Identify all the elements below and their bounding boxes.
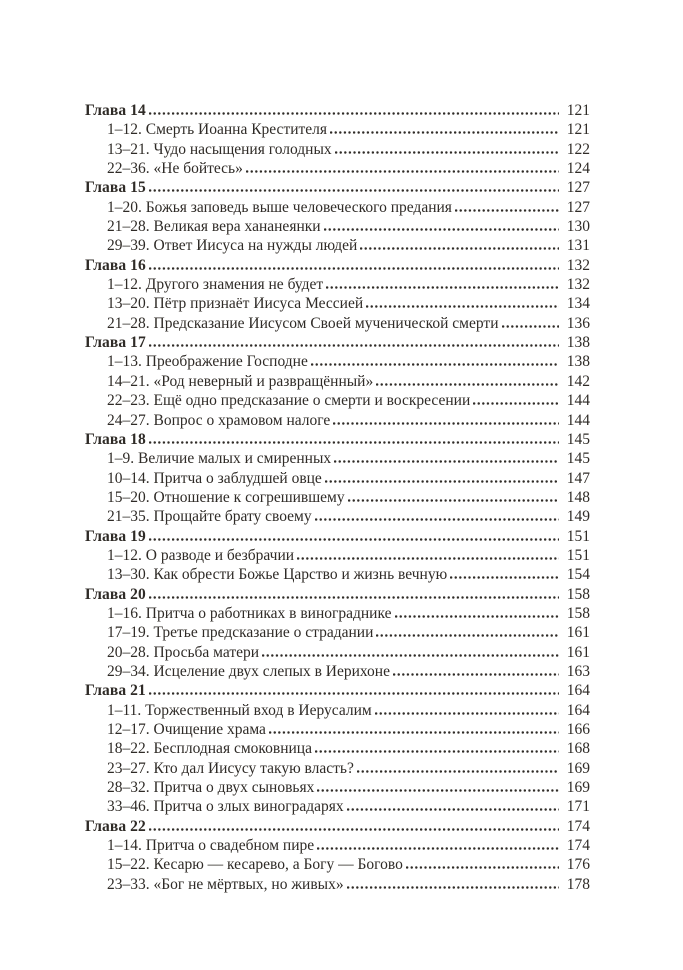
toc-item-page-number: 144 [566, 392, 590, 410]
dot-leader [375, 712, 559, 715]
toc-item-title: 29–39. Ответ Иисуса на нужды людей [107, 237, 358, 255]
dot-leader [317, 847, 559, 850]
dot-leader [395, 615, 559, 618]
dot-leader [315, 750, 559, 753]
toc-item-page-number: 178 [566, 875, 590, 893]
dot-leader [269, 731, 559, 734]
toc-item-row [85, 778, 590, 797]
toc-item-row [85, 720, 590, 739]
toc-chapter-page-number: 138 [566, 334, 590, 352]
toc-item-title: 21–35. Прощайте брату своему [107, 508, 312, 526]
toc-chapter-page-number: 151 [566, 527, 590, 545]
dot-leader [393, 673, 559, 676]
toc-item-row [85, 875, 590, 894]
toc-item-title: 13–30. Как обрести Божье Царство и жизнь вечную [107, 566, 448, 584]
toc-item-title: 1–12. О разводе и безбрачии [107, 546, 295, 564]
toc-item-page-number: 161 [566, 624, 590, 642]
toc-item-row [85, 739, 590, 758]
toc-item-page-number: 161 [566, 643, 590, 661]
toc-item-page-number: 158 [566, 604, 590, 622]
toc-item-page-number: 136 [566, 314, 590, 332]
toc-item-title: 17–19. Третье предсказание о страдании [107, 624, 374, 642]
toc-chapter-page-number: 164 [566, 682, 590, 700]
toc-item-row [85, 449, 590, 468]
toc-item-row [85, 855, 590, 874]
toc-chapter-page-number: 158 [566, 585, 590, 603]
toc-item-title: 23–27. Кто дал Иисусу такую власть? [107, 759, 354, 777]
toc-item-title: 23–33. «Бог не мёртвых, но живых» [107, 875, 344, 893]
toc-item-row [85, 411, 590, 430]
toc-item-title: 22–23. Ещё одно предсказание о смерти и воскресении [107, 392, 471, 410]
dot-leader [330, 131, 559, 134]
toc-item-page-number: 121 [566, 121, 590, 139]
toc-item-title: 28–32. Притча о двух сыновьях [107, 779, 315, 797]
toc-chapter-title: Глава 14 [85, 102, 146, 119]
toc-item-title: 13–20. Пётр признаёт Иисуса Мессией [107, 295, 364, 313]
toc-item-page-number: 122 [566, 140, 590, 158]
dot-leader [149, 189, 559, 192]
dot-leader [297, 557, 559, 560]
toc-item-row [85, 294, 590, 313]
toc-item-row [85, 643, 590, 662]
toc-item-title: 1–12. Смерть Иоанна Крестителя [107, 121, 328, 139]
toc-item-row [85, 236, 590, 255]
toc-item-title: 15–22. Кесарю — кесарево, а Богу — Богово [107, 856, 403, 874]
toc-item-title: 18–22. Бесплодная смоковница [107, 740, 312, 758]
dot-leader [262, 654, 559, 657]
dot-leader [502, 325, 560, 328]
dot-leader [360, 247, 559, 250]
toc-item-row [85, 701, 590, 720]
dot-leader [376, 383, 559, 386]
toc-item-row [85, 836, 590, 855]
toc-item-title: 13–21. Чудо насыщения голодных [107, 140, 332, 158]
dot-leader [149, 828, 559, 831]
toc-item-row [85, 391, 590, 410]
dot-leader [376, 634, 559, 637]
toc-item-row [85, 488, 590, 507]
toc-item-title: 29–34. Исцеление двух слепых в Иерихоне [107, 662, 390, 680]
toc-chapter-row [85, 256, 590, 275]
toc-item-title: 1–14. Притча о свадебном пире [107, 837, 315, 855]
toc-chapter-row [85, 101, 590, 120]
toc-chapter-title: Глава 18 [85, 430, 146, 448]
toc-item-title: 1–9. Величие малых и смиренных [107, 450, 332, 468]
toc-item-row [85, 662, 590, 681]
dot-leader [246, 170, 559, 173]
toc-item-page-number: 176 [566, 856, 590, 874]
dot-leader [455, 209, 559, 212]
toc-item-title: 1–11. Торжественный вход в Иерусалим [107, 701, 372, 719]
toc-item-page-number: 171 [566, 798, 590, 816]
toc-item-page-number: 130 [566, 218, 590, 236]
dot-leader [333, 422, 559, 425]
toc-item-row [85, 623, 590, 642]
dot-leader [315, 518, 559, 521]
toc-chapter-row [85, 430, 590, 449]
toc-item-title: 24–27. Вопрос о храмовом налоге [107, 411, 331, 429]
toc-item-row [85, 314, 590, 333]
toc-item-row [85, 565, 590, 584]
dot-leader [311, 363, 559, 366]
toc-item-page-number: 169 [566, 759, 590, 777]
toc-chapter-page-number: 132 [566, 256, 590, 274]
toc-item-page-number: 147 [566, 469, 590, 487]
toc-chapter-row [85, 817, 590, 836]
toc-chapter-row [85, 333, 590, 352]
toc-chapter-title: Глава 22 [85, 817, 146, 835]
toc-item-page-number: 164 [566, 701, 590, 719]
toc-item-row [85, 797, 590, 816]
toc-item-title: 1–16. Притча о работниках в винограднике [107, 604, 392, 622]
toc-item-title: 15–20. Отношение к согрешившему [107, 488, 345, 506]
table-of-contents [85, 101, 590, 894]
toc-item-page-number: 132 [566, 276, 590, 294]
toc-item-page-number: 142 [566, 372, 590, 390]
dot-leader [357, 770, 559, 773]
toc-item-title: 1–20. Божья заповедь выше человеческого предания [107, 198, 452, 216]
dot-leader [406, 866, 559, 869]
toc-item-row [85, 275, 590, 294]
dot-leader [334, 460, 559, 463]
dot-leader [348, 499, 559, 502]
dot-leader [347, 808, 559, 811]
toc-item-page-number: 149 [566, 508, 590, 526]
toc-item-row [85, 159, 590, 178]
toc-chapter-title: Глава 21 [85, 682, 146, 700]
toc-chapter-title: Глава 16 [85, 256, 146, 274]
dot-leader [149, 538, 559, 541]
toc-item-title: 21–28. Предсказание Иисусом Своей мученической смерти [107, 314, 499, 332]
dot-leader [149, 596, 559, 599]
toc-item-page-number: 144 [566, 411, 590, 429]
toc-item-row [85, 352, 590, 371]
dot-leader [149, 344, 559, 347]
dot-leader [149, 692, 559, 695]
toc-chapter-row [85, 585, 590, 604]
toc-item-title: 12–17. Очищение храма [107, 721, 266, 738]
toc-item-row [85, 198, 590, 217]
toc-item-page-number: 148 [566, 488, 590, 506]
toc-item-page-number: 154 [566, 566, 590, 584]
toc-item-title: 20–28. Просьба матери [107, 643, 260, 661]
toc-chapter-title: Глава 17 [85, 334, 146, 352]
toc-item-page-number: 145 [566, 450, 590, 468]
dot-leader [450, 576, 559, 579]
toc-item-title: 10–14. Притча о заблудшей овце [107, 469, 322, 487]
toc-chapter-title: Глава 19 [85, 527, 146, 545]
dot-leader [335, 151, 559, 154]
toc-item-row [85, 217, 590, 236]
dot-leader [324, 228, 559, 231]
toc-item-row [85, 372, 590, 391]
dot-leader [317, 789, 559, 792]
dot-leader [149, 441, 559, 444]
toc-item-page-number: 127 [566, 198, 590, 216]
toc-chapter-row [85, 527, 590, 546]
dot-leader [326, 286, 559, 289]
toc-item-row [85, 604, 590, 623]
toc-chapter-page-number: 121 [566, 102, 590, 119]
toc-item-page-number: 151 [566, 546, 590, 564]
dot-leader [366, 305, 559, 308]
dot-leader [325, 480, 559, 483]
toc-chapter-row [85, 178, 590, 197]
toc-chapter-page-number: 174 [566, 817, 590, 835]
dot-leader [473, 402, 559, 405]
toc-item-page-number: 168 [566, 740, 590, 758]
toc-chapter-page-number: 145 [566, 430, 590, 448]
toc-item-title: 14–21. «Род неверный и развращённый» [107, 372, 374, 390]
toc-item-page-number: 124 [566, 160, 590, 178]
toc-item-page-number: 138 [566, 353, 590, 371]
toc-item-page-number: 134 [566, 295, 590, 313]
toc-item-title: 1–12. Другого знамения не будет [107, 276, 324, 294]
toc-item-row [85, 120, 590, 139]
toc-item-row [85, 759, 590, 778]
dot-leader [149, 267, 559, 270]
toc-item-title: 33–46. Притча о злых виноградарях [107, 798, 344, 816]
toc-item-row [85, 546, 590, 565]
dot-leader [347, 886, 559, 889]
toc-item-row [85, 469, 590, 488]
toc-item-page-number: 163 [566, 662, 590, 680]
toc-chapter-page-number: 127 [566, 179, 590, 197]
toc-item-row [85, 507, 590, 526]
toc-item-page-number: 174 [566, 837, 590, 855]
toc-item-title: 21–28. Великая вера хананеянки [107, 218, 321, 236]
toc-chapter-title: Глава 15 [85, 179, 146, 197]
toc-item-row [85, 140, 590, 159]
toc-chapter-row [85, 681, 590, 700]
toc-item-page-number: 131 [566, 237, 590, 255]
toc-item-title: 22–36. «Не бойтесь» [107, 160, 243, 178]
toc-chapter-title: Глава 20 [85, 585, 146, 603]
toc-item-page-number: 166 [566, 721, 590, 738]
toc-item-title: 1–13. Преображение Господне [107, 353, 308, 371]
dot-leader [149, 112, 559, 115]
toc-item-page-number: 169 [566, 779, 590, 797]
